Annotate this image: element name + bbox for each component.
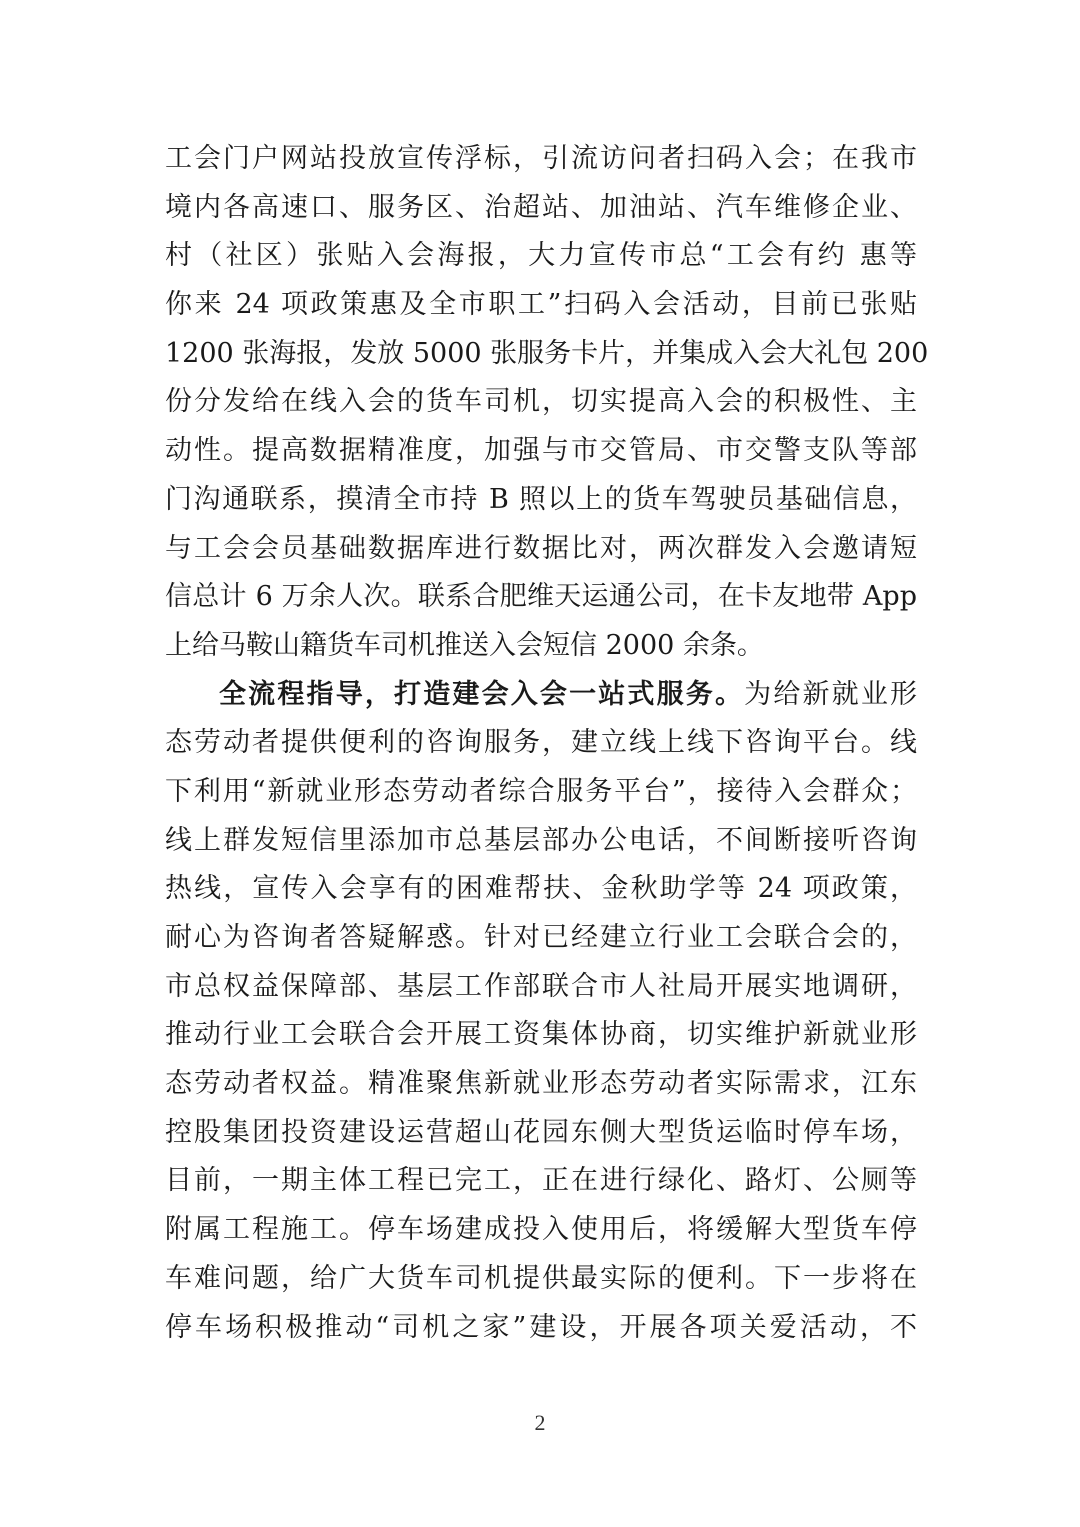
paragraph-lead-line [165, 671, 917, 720]
text-line: 1200 张海报，发放 5000 张服务卡片，并集成入会大礼包 200 [165, 337, 929, 369]
text-line: 热线，宣传入会享有的困难帮扶、金秋助学等 24 项政策， [165, 873, 917, 905]
text-line: 附属工程施工。停车场建成投入使用后，将缓解大型货车停 [165, 1214, 917, 1246]
text-line: 停车场积极推动“司机之家”建设，开展各项关爱活动，不 [165, 1311, 917, 1343]
text-line: 耐心为咨询者答疑解惑。针对已经建立行业工会联合会的， [165, 922, 917, 953]
text-line: 目前，一期主体工程已完工，正在进行绿化、路灯、公厕等 [165, 1165, 917, 1197]
page-number: 2 [534, 1410, 546, 1435]
text-line: 上给马鞍山籍货车司机推送入会短信 2000 余条。 [165, 629, 764, 661]
text-line: 份分发给在线入会的货车司机，切实提高入会的积极性、主 [165, 386, 917, 418]
text-line: 线上群发短信里添加市总基层部办公电话，不间断接听咨询 [165, 824, 917, 856]
text-line: 推动行业工会联合会开展工资集体协商，切实维护新就业形 [165, 1019, 917, 1051]
text-line: 门沟通联系，摸清全市持 B 照以上的货车驾驶员基础信息， [165, 483, 917, 515]
text-line: 动性。提高数据精准度，加强与市交管局、市交警支队等部 [165, 435, 917, 467]
text-line: 你来 24 项政策惠及全市职工”扫码入会活动，目前已张贴 [165, 289, 917, 321]
text-line: 与工会会员基础数据库进行数据比对，两次群发入会邀请短 [165, 532, 917, 564]
text-line: 村（社区）张贴入会海报，大力宣传市总“工会有约 惠等 [165, 240, 917, 272]
document-body [165, 135, 929, 1352]
text-line: 市总权益保障部、基层工作部联合市人社局开展实地调研， [165, 970, 917, 1002]
text-line: 控股集团投资建设运营超山花园东侧大型货运临时停车场， [165, 1116, 917, 1148]
text-line: 态劳动者提供便利的咨询服务，建立线上线下咨询平台。线 [165, 727, 917, 759]
paragraph-lead-rest: 为给新就业形 [744, 678, 918, 710]
text-line: 态劳动者权益。精准聚焦新就业形态劳动者实际需求，江东 [165, 1068, 917, 1100]
text-line: 车难问题，给广大货车司机提供最实际的便利。下一步将在 [165, 1262, 917, 1294]
text-line: 信总计 6 万余人次。联系合肥维天运通公司，在卡友地带 App [165, 581, 917, 613]
text-line: 工会门户网站投放宣传浮标，引流访问者扫码入会；在我市 [165, 143, 917, 174]
paragraph-heading: 全流程指导，打造建会入会一站式服务。 [219, 678, 745, 710]
text-line: 下利用“新就业形态劳动者综合服务平台”，接待入会群众； [165, 775, 917, 807]
text-line: 境内各高速口、服务区、治超站、加油站、汽车维修企业、 [165, 191, 917, 223]
